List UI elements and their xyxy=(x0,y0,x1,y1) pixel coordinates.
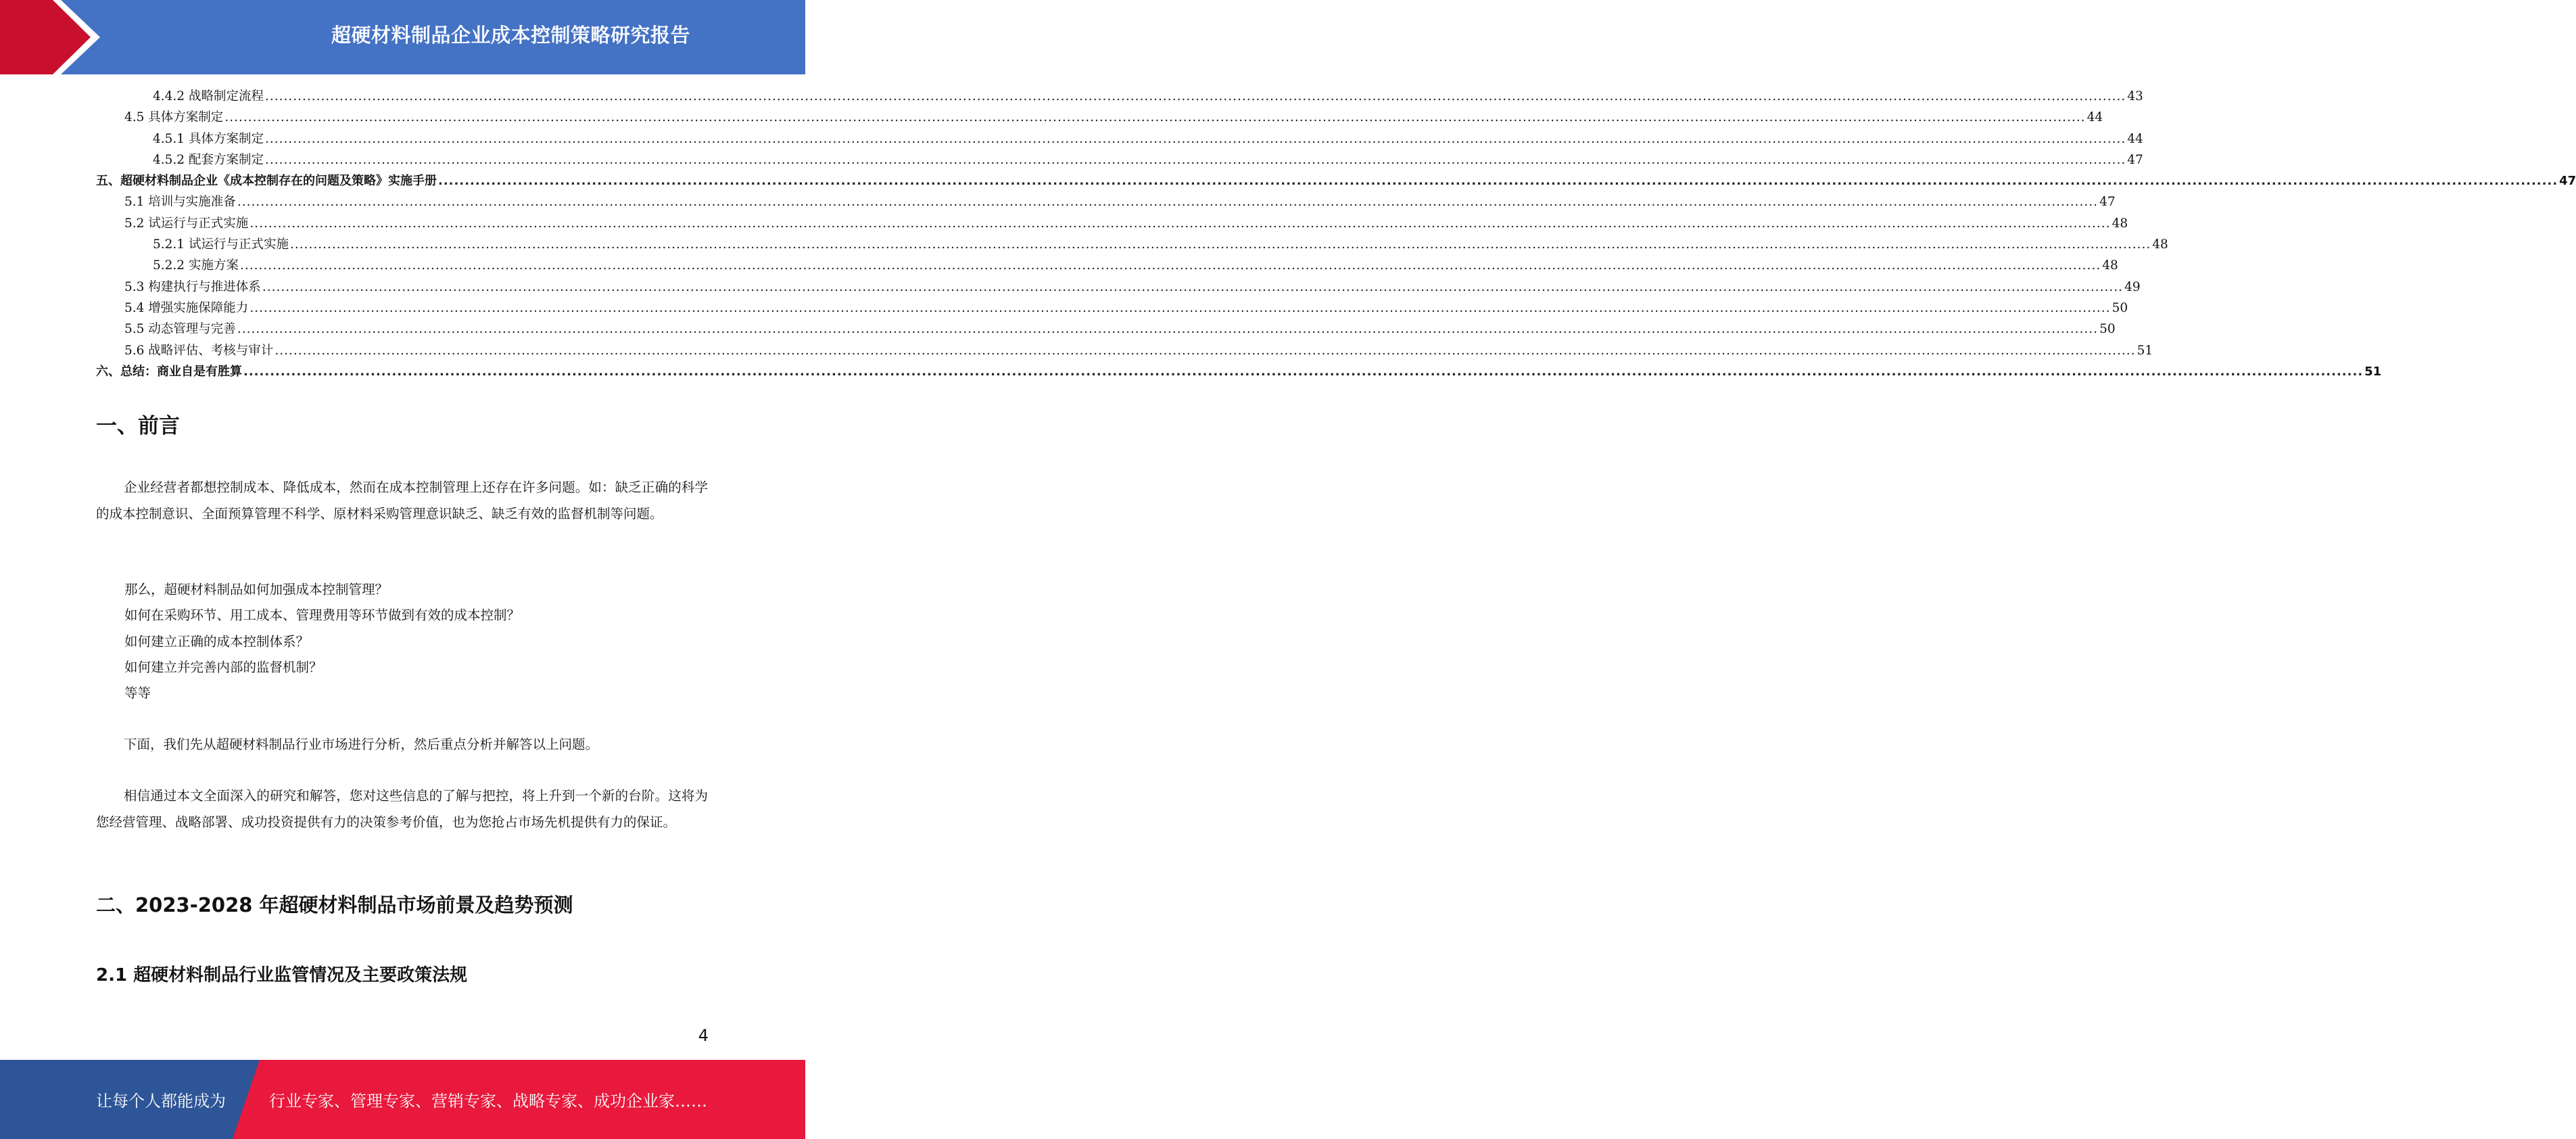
list-item: 等等 xyxy=(124,685,151,701)
subsection-heading-regulation: 2.1 超硬材料制品行业监管情况及主要政策法规 xyxy=(96,965,468,985)
toc-entry-label: 4.4.2 战略制定流程 xyxy=(153,89,264,103)
toc-entry[interactable] xyxy=(96,87,2143,108)
toc-leader-dots: ................................................................................................................................................................................................................................................................................................................................................................................................................ xyxy=(438,174,2558,189)
list-item: 那么，超硬材料制品如何加强成本控制管理？ xyxy=(124,582,389,597)
toc-leader-dots: ................................................................................................................................................................................................................................................................................................................................................................................................................ xyxy=(264,89,2126,103)
toc-entry-label: 5.2.2 实施方案 xyxy=(153,258,239,273)
toc-leader-dots: ................................................................................................................................................................................................................................................................................................................................................................................................................ xyxy=(237,322,2099,337)
toc-entry-label: 六、总结：商业自是有胜算 xyxy=(96,364,242,379)
toc-entry[interactable] xyxy=(96,129,2143,150)
page-header xyxy=(0,0,805,74)
preface-paragraph-1: 企业经营者都想控制成本、降低成本，然而在成本控制管理上还存在许多问题。如：缺乏正确的科学的成本控制意识、全面预算管理不科学、原材料采购管理意识缺乏、缺乏有效的监督机制等问题。 xyxy=(96,480,708,521)
header-arrow-decoration xyxy=(0,0,115,74)
toc-leader-dots: ................................................................................................................................................................................................................................................................................................................................................................................................................ xyxy=(264,131,2126,146)
toc-entry-label: 5.2 试运行与正式实施 xyxy=(124,216,249,231)
toc-leader-dots: ................................................................................................................................................................................................................................................................................................................................................................................................................ xyxy=(264,152,2126,167)
toc-entry[interactable] xyxy=(96,150,2143,171)
toc-entry-page: 44 xyxy=(2127,131,2143,146)
toc-entry-label: 5.4 增强实施保障能力 xyxy=(124,300,249,315)
footer-slogan-right: 行业专家、管理专家、营销专家、战略专家、成功企业家…… xyxy=(269,1092,707,1111)
toc-entry[interactable] xyxy=(96,341,2153,362)
toc-entry[interactable] xyxy=(96,192,2116,213)
toc-entry-label: 4.5.1 具体方案制定 xyxy=(153,131,264,146)
toc-entry-label: 5.5 动态管理与完善 xyxy=(124,322,236,337)
preface-paragraph-3: 相信通过本文全面深入的研究和解答，您对这些信息的了解与把控，将上升到一个新的台阶。这将为您经营管理、战略部署、成功投资提供有力的决策参考价值，也为您抢占市场先机提供有力的保证。 xyxy=(96,788,708,830)
toc-entry-label: 4.5.2 配套方案制定 xyxy=(153,152,264,167)
preface-paragraph-2: 下面，我们先从超硬材料制品行业市场进行分析，然后重点分析并解答以上问题。 xyxy=(124,737,599,752)
toc-entry[interactable] xyxy=(96,214,2128,235)
question-list xyxy=(124,577,706,706)
toc-entry-label: 5.1 培训与实施准备 xyxy=(124,195,236,210)
toc-entry[interactable] xyxy=(96,235,2168,256)
toc-entry-page: 43 xyxy=(2127,89,2143,103)
page-footer xyxy=(0,1060,805,1139)
list-item: 如何在采购环节、用工成本、管理费用等环节做到有效的成本控制？ xyxy=(124,607,521,624)
toc-entry-page: 51 xyxy=(2364,364,2382,379)
list-item: 如何建立并完善内部的监督机制？ xyxy=(124,659,323,675)
toc-entry-page: 47 xyxy=(2559,174,2576,189)
section-heading-market: 二、2023-2028 年超硬材料制品市场前景及趋势预测 xyxy=(96,893,573,916)
toc-entry[interactable] xyxy=(96,319,2116,340)
toc-leader-dots: ................................................................................................................................................................................................................................................................................................................................................................................................................ xyxy=(243,364,2364,379)
toc-entry[interactable] xyxy=(96,362,2382,383)
toc-entry-label: 4.5 具体方案制定 xyxy=(124,110,224,125)
toc-entry-page: 48 xyxy=(2102,258,2118,273)
toc-entry-page: 49 xyxy=(2124,279,2141,294)
toc-leader-dots: ................................................................................................................................................................................................................................................................................................................................................................................................................ xyxy=(249,216,2111,231)
page-number: 4 xyxy=(698,1026,709,1045)
toc-entry[interactable] xyxy=(96,171,2576,192)
toc-entry-label: 5.3 构建执行与推进体系 xyxy=(124,279,261,294)
header-title: 超硬材料制品企业成本控制策略研究报告 xyxy=(331,23,690,47)
toc-entry-page: 44 xyxy=(2086,110,2103,125)
toc-entry[interactable] xyxy=(96,108,2103,129)
toc-leader-dots: ................................................................................................................................................................................................................................................................................................................................................................................................................ xyxy=(289,237,2151,252)
toc-entry-page: 47 xyxy=(2127,152,2143,167)
toc-entry[interactable] xyxy=(96,256,2118,277)
toc-leader-dots: ................................................................................................................................................................................................................................................................................................................................................................................................................ xyxy=(249,300,2111,315)
toc-leader-dots: ................................................................................................................................................................................................................................................................................................................................................................................................................ xyxy=(224,110,2086,125)
toc-entry-page: 50 xyxy=(2099,322,2116,337)
toc-entry-label: 5.2.1 试运行与正式实施 xyxy=(153,237,289,252)
toc-leader-dots: ................................................................................................................................................................................................................................................................................................................................................................................................................ xyxy=(262,279,2124,294)
toc-entry[interactable] xyxy=(96,298,2128,319)
section-heading-preface: 一、前言 xyxy=(96,414,180,438)
list-item: 如何建立正确的成本控制体系？ xyxy=(124,633,310,649)
toc-entry-page: 50 xyxy=(2112,300,2128,315)
table-of-contents xyxy=(96,87,2576,383)
toc-entry-label: 五、超硬材料制品企业《成本控制存在的问题及策略》实施手册 xyxy=(96,174,437,189)
toc-entry-page: 48 xyxy=(2152,237,2168,252)
toc-leader-dots: ................................................................................................................................................................................................................................................................................................................................................................................................................ xyxy=(275,343,2136,358)
toc-entry[interactable] xyxy=(96,277,2141,298)
toc-leader-dots: ................................................................................................................................................................................................................................................................................................................................................................................................................ xyxy=(239,258,2101,273)
toc-entry-page: 48 xyxy=(2112,216,2128,231)
toc-entry-page: 51 xyxy=(2137,343,2153,358)
toc-leader-dots: ................................................................................................................................................................................................................................................................................................................................................................................................................ xyxy=(237,195,2099,210)
footer-slogan-left: 让每个人都能成为 xyxy=(96,1092,226,1111)
toc-entry-page: 47 xyxy=(2099,195,2116,210)
toc-entry-label: 5.6 战略评估、考核与审计 xyxy=(124,343,274,358)
